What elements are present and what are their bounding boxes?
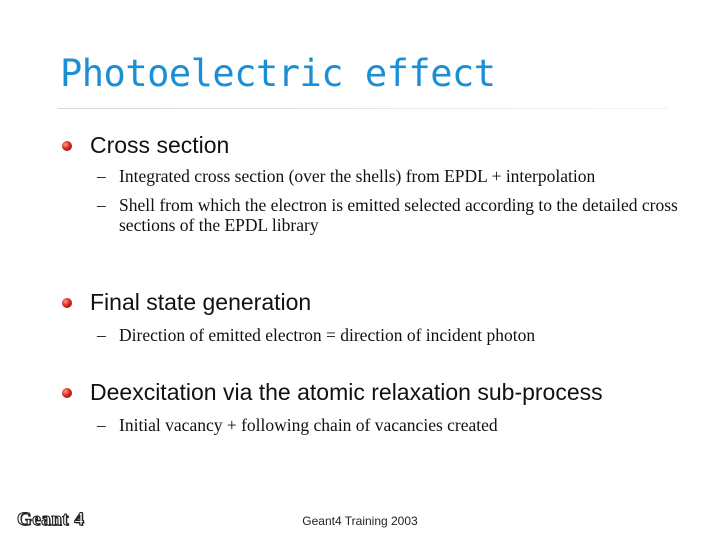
bullet-heading: Final state generation xyxy=(90,289,312,315)
section-cross-section xyxy=(62,131,682,235)
bullet-icon xyxy=(62,298,72,308)
dash-marker: – xyxy=(97,325,106,345)
sub-bullet-item xyxy=(97,415,682,435)
section-final-state xyxy=(62,288,682,345)
sub-bullet-item xyxy=(97,195,682,235)
sub-bullet-text: Shell from which the electron is emitted selected according to the detailed cross sections of the EPDL library xyxy=(119,195,678,235)
dash-marker: – xyxy=(97,415,106,435)
slide-title: Photoelectric effect xyxy=(60,52,496,95)
footer-text: Geant4 Training 2003 xyxy=(302,514,418,528)
bullet-heading: Deexcitation via the atomic relaxation sub-process xyxy=(90,379,603,405)
bullet-item-final-state xyxy=(62,288,682,316)
bullet-item-deexcitation xyxy=(62,378,682,406)
title-divider xyxy=(58,108,668,109)
bullet-icon xyxy=(62,388,72,398)
sub-bullet-text: Integrated cross section (over the shells) from EPDL + interpolation xyxy=(119,166,596,186)
geant4-logo: Geant 4 xyxy=(17,509,85,530)
dash-marker: – xyxy=(97,166,106,186)
dash-marker: – xyxy=(97,195,106,215)
sub-bullet-item xyxy=(97,166,682,186)
bullet-heading: Cross section xyxy=(90,132,230,158)
bullet-icon xyxy=(62,141,72,151)
bullet-item-cross-section xyxy=(62,131,682,159)
sub-bullet-text: Direction of emitted electron = direction of incident photon xyxy=(119,325,536,345)
sub-bullet-item xyxy=(97,325,682,345)
section-deexcitation xyxy=(62,378,682,435)
sub-bullet-text: Initial vacancy + following chain of vacancies created xyxy=(119,415,498,435)
